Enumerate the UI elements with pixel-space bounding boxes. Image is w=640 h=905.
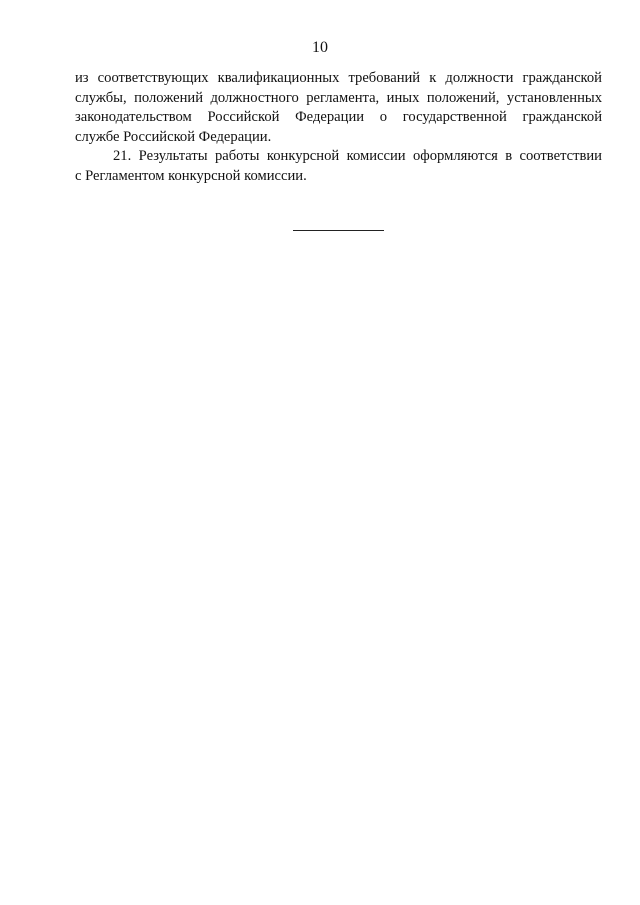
page-number: 10 — [312, 39, 328, 56]
end-of-document-rule — [293, 230, 384, 231]
text-line: законодательством Российской Федерации о государственной гражданской — [75, 109, 602, 125]
paragraph-continuation — [75, 69, 602, 147]
text-line: 21. Результаты работы конкурсной комиссии оформляются в соответствии — [113, 148, 602, 164]
document-body — [75, 69, 602, 186]
text-line: из соответствующих квалификационных требований к должности гражданской — [75, 70, 602, 86]
text-line: с Регламентом конкурсной комиссии. — [75, 167, 307, 184]
text-line: службы, положений должностного регламента, иных положений, установленных — [75, 89, 602, 106]
text-line: службе Российской Федерации. — [75, 128, 272, 145]
paragraph-item-21 — [75, 147, 602, 186]
